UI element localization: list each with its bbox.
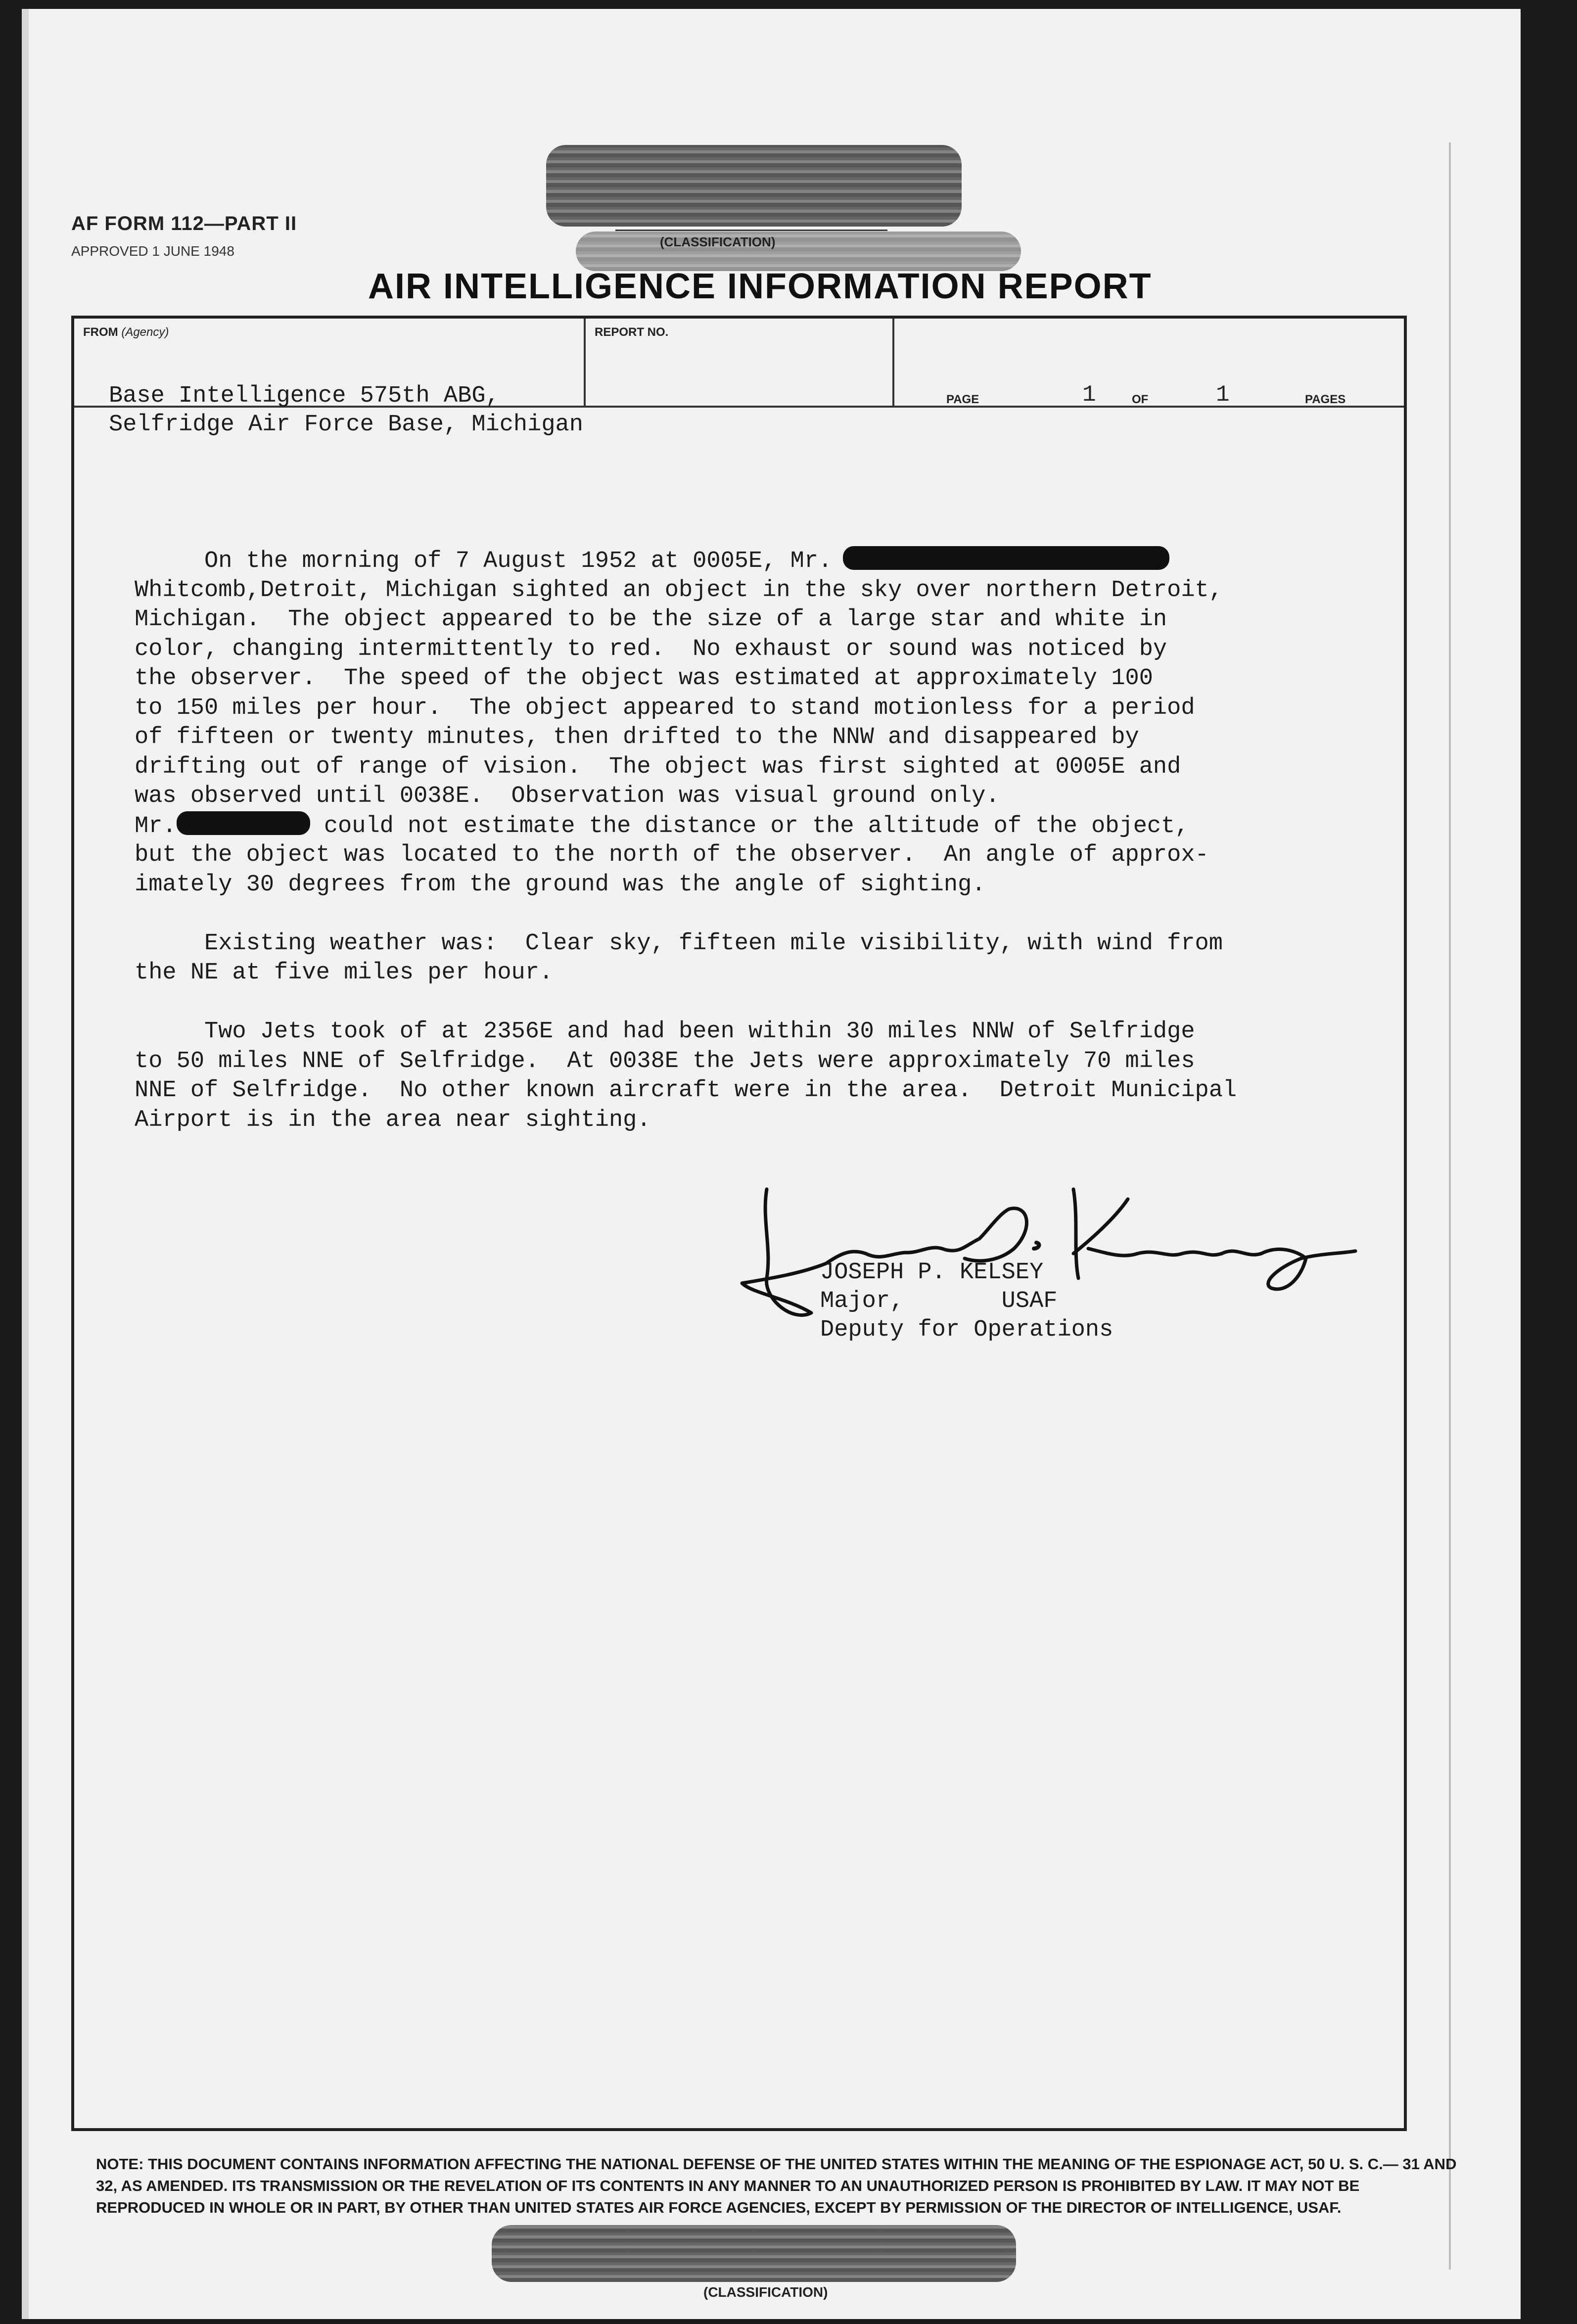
of-label: OF <box>1132 393 1149 406</box>
from-label-text: FROM <box>83 325 118 339</box>
page-label: PAGE <box>946 393 979 406</box>
body-line: but the object was located to the north of the observer. An angle of approx- <box>135 842 1209 868</box>
page-number: 1 <box>1082 382 1096 408</box>
report-no-cell <box>586 319 894 406</box>
paper-edge-line <box>1449 142 1451 2270</box>
paragraph-gap <box>135 899 1401 929</box>
body-line: Existing weather was: Clear sky, fifteen mile visibility, with wind from <box>135 930 1223 957</box>
approval-date: APPROVED 1 JUNE 1948 <box>71 243 234 259</box>
redaction-bar <box>843 546 1169 570</box>
body-line: NNE of Selfridge. No other known aircraft were in the area. Detroit Municipal <box>135 1077 1237 1104</box>
from-agency-line2: Selfridge Air Force Base, Michigan <box>109 412 583 438</box>
notice-text: THIS DOCUMENT CONTAINS INFORMATION AFFECTING THE NATIONAL DEFENSE OF THE UNITED STATES WITHIN THE MEANING OF THE ESPIONAGE ACT, 50 U. S. C.— 31 AND 32, AS AMENDED. ITS TRANSMISSION OR THE REVELATION OF ITS CONTENTS IN ANY MANNER TO AN UNAUTHORIZED PERSON IS PROHIBITED BY LAW. IT MAY NOT BE REPRODUCED IN WHOLE OR IN PART, BY OTHER THAN UNITED STATES AIR FORCE AGENCIES, EXCEPT BY PERMISSION OF THE DIRECTOR OF INTELLIGENCE, USAF. <box>96 2155 1457 2216</box>
body-text-segment: On the morning of 7 August 1952 at 0005E, Mr. <box>135 548 833 574</box>
signer-rank: Major, USAF <box>820 1288 1058 1314</box>
espionage-notice <box>96 2153 1461 2219</box>
from-label <box>83 325 169 339</box>
body-line: the observer. The speed of the object was estimated at approximately 100 <box>135 665 1153 692</box>
body-line: was observed until 0038E. Observation was visual ground only. <box>135 783 1000 809</box>
body-line: to 50 miles NNE of Selfridge. At 0038E the Jets were approximately 70 miles <box>135 1048 1195 1074</box>
redaction-bar <box>177 811 310 835</box>
page-cell <box>894 319 1404 406</box>
body-line <box>135 811 1401 841</box>
body-line: imately 30 degrees from the ground was the angle of sighting. <box>135 871 986 898</box>
body-line <box>135 546 1401 576</box>
signer-title: Deputy for Operations <box>820 1317 1113 1343</box>
signature-block <box>820 1258 1113 1345</box>
report-title: AIR INTELLIGENCE INFORMATION REPORT <box>368 267 1152 306</box>
signer-name: JOSEPH P. KELSEY <box>820 1259 1044 1286</box>
body-text-segment: Mr. <box>135 813 177 839</box>
report-header-row <box>74 319 1404 438</box>
classification-line-top <box>615 230 887 231</box>
from-agency-line1: Base Intelligence 575th ABG, <box>109 383 500 409</box>
report-body <box>135 546 1401 1135</box>
body-line: Whitcomb,Detroit, Michigan sighted an object in the sky over northern Detroit, <box>135 577 1223 604</box>
form-id: AF FORM 112—PART II <box>71 213 297 234</box>
body-line: drifting out of range of vision. The object was first sighted at 0005E and <box>135 753 1181 780</box>
body-text-segment: could not estimate the distance or the altitude of the object, <box>310 813 1189 839</box>
pages-label: PAGES <box>1305 393 1346 406</box>
body-line: Two Jets took of at 2356E and had been within 30 miles NNW of Selfridge <box>135 1019 1195 1045</box>
paragraph-gap <box>135 988 1401 1018</box>
body-line: color, changing intermittently to red. No exhaust or sound was noticed by <box>135 636 1167 662</box>
report-frame <box>71 316 1407 2131</box>
body-line: Airport is in the area near sighting. <box>135 1107 651 1133</box>
classification-stamp-top <box>546 145 962 227</box>
body-line: of fifteen or twenty minutes, then drifted to the NNW and disappeared by <box>135 724 1139 750</box>
report-no-label: REPORT NO. <box>595 325 669 339</box>
body-line: the NE at five miles per hour. <box>135 960 554 986</box>
page-total: 1 <box>1216 382 1230 408</box>
from-label-sub: (Agency) <box>121 325 169 339</box>
classification-stamp-top-lower <box>576 232 1021 271</box>
classification-stamp-bottom <box>492 2225 1016 2282</box>
classification-label-bottom: (CLASSIFICATION) <box>703 2284 828 2300</box>
notice-label: NOTE: <box>96 2155 144 2173</box>
classification-label-top: (CLASSIFICATION) <box>660 234 776 249</box>
document-sheet <box>22 9 1521 2319</box>
body-line: to 150 miles per hour. The object appeared to stand motionless for a period <box>135 695 1195 721</box>
body-line: Michigan. The object appeared to be the size of a large star and white in <box>135 606 1167 633</box>
